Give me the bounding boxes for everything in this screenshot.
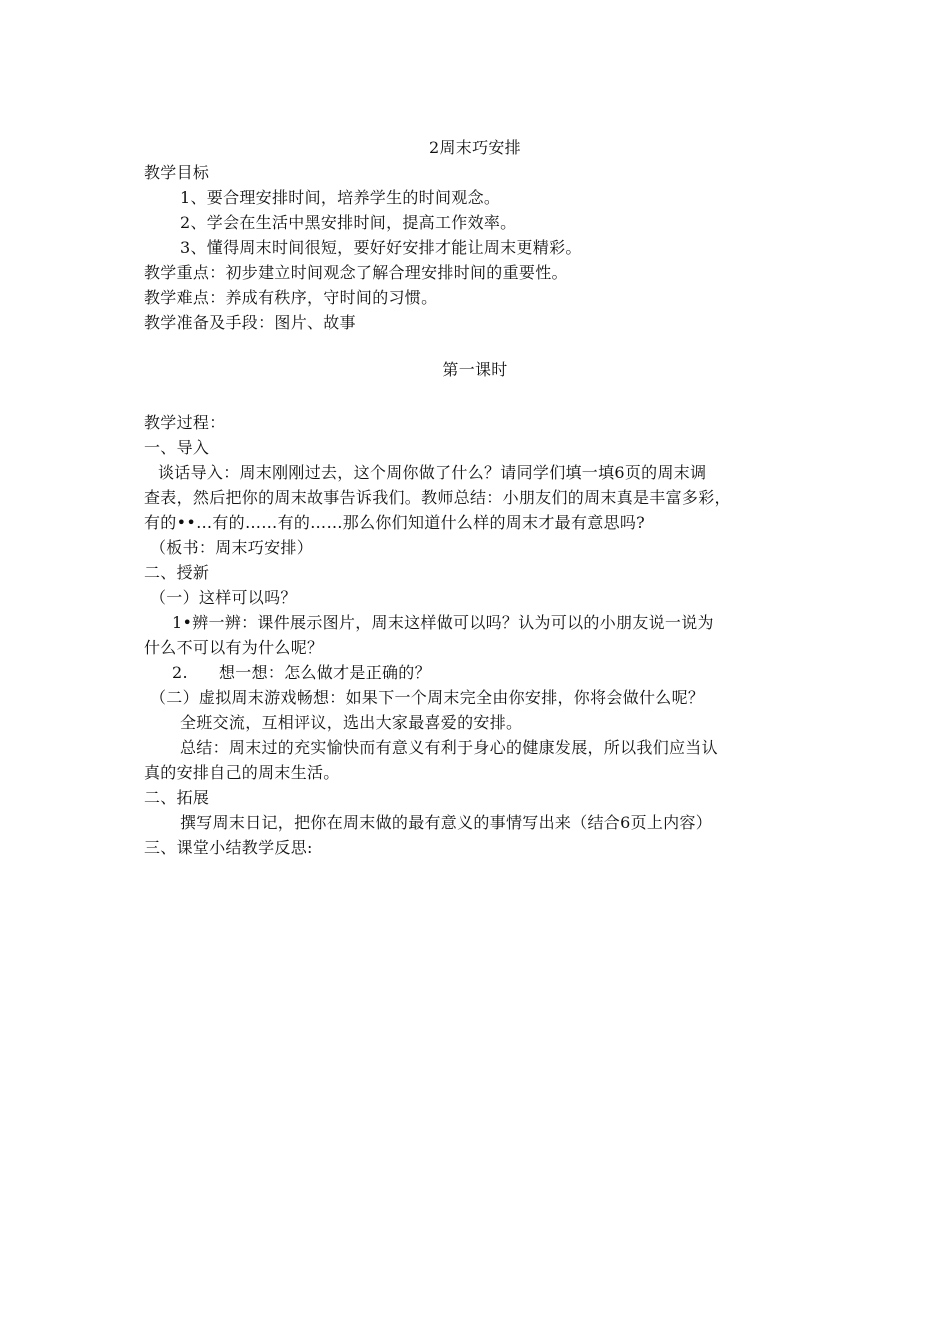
process-heading: 教学过程：	[144, 413, 226, 432]
objectives-heading: 教学目标	[144, 163, 210, 182]
section-heading-summary: 三、课堂小结教学反思:	[144, 838, 313, 857]
subsection-heading: （二）虚拟周末游戏畅想：如果下一个周末完全由你安排，你将会做什么呢？	[150, 688, 705, 707]
item-number: 2.	[172, 663, 188, 682]
intro-paragraph-line: 有的••…有的……有的……那么你们知道什么样的周末才最有意思吗?	[144, 513, 646, 532]
item-text: 想一想：怎么做才是正确的？	[219, 663, 431, 682]
objective-item: 1、要合理安排时间，培养学生的时间观念。	[180, 188, 501, 207]
section-heading-intro: 一、导入	[144, 438, 210, 457]
section-heading-new: 二、授新	[144, 563, 210, 582]
lesson-heading: 第一课时	[442, 360, 508, 379]
intro-paragraph-line: 谈话导入：周末刚刚过去，这个周你做了什么？请同学们填一填6页的周末调	[158, 463, 707, 482]
key-point: 教学重点：初步建立时间观念了解合理安排时间的重要性。	[144, 263, 568, 282]
board-note: （板书：周末巧安排）	[150, 538, 314, 557]
document-title: 2周末巧安排	[429, 138, 521, 157]
summary-line: 总结：周末过的充实愉快而有意义有利于身心的健康发展，所以我们应当认	[180, 738, 718, 757]
subsection-heading: （一）这样可以吗？	[150, 588, 297, 607]
section-heading-extend: 二、拓展	[144, 788, 210, 807]
intro-paragraph-line: 查表，然后把你的周末故事告诉我们。教师总结：小朋友们的周末真是丰富多彩，	[144, 488, 731, 507]
difficulty: 教学难点：养成有秩序，守时间的习惯。	[144, 288, 438, 307]
extend-text: 撰写周末日记，把你在周末做的最有意义的事情写出来（结合6页上内容）	[180, 813, 713, 832]
preparation: 教学准备及手段：图片、故事	[144, 313, 356, 332]
objective-item: 2、学会在生活中黑安排时间，提高工作效率。	[180, 213, 517, 232]
item-line: 什么不可以有为什么呢？	[144, 638, 324, 657]
exchange-line: 全班交流，互相评议，选出大家最喜爱的安排。	[180, 713, 523, 732]
objective-item: 3、懂得周末时间很短，要好好安排才能让周末更精彩。	[180, 238, 582, 257]
summary-line: 真的安排自己的周末生活。	[144, 763, 340, 782]
item-line: 1•辨一辨：课件展示图片，周末这样做可以吗？认为可以的小朋友说一说为	[172, 613, 714, 632]
